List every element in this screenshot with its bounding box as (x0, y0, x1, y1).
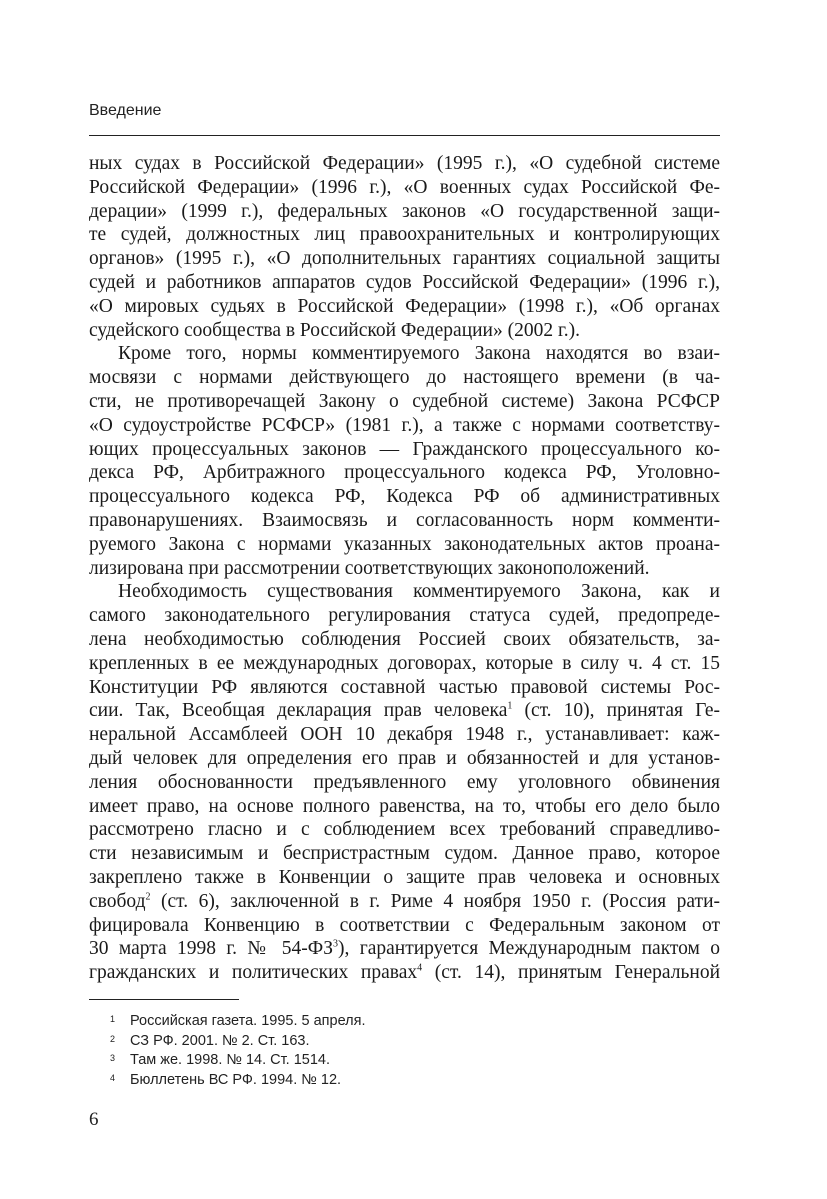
text-line: рассмотрено гласно и с соблюдением всех требований справедливо- (89, 819, 720, 841)
footnote-number: 2 (110, 1033, 116, 1044)
header-rule (89, 135, 720, 136)
text-line: лизирована при рассмотрении соответствующих законоположений. (89, 557, 650, 579)
running-title: Введение (89, 102, 162, 119)
footnote (110, 1051, 366, 1071)
text-line: лена необходимостью соблюдения Россией своих обязательств, за- (89, 628, 720, 650)
footnote (110, 1032, 366, 1052)
text-line: правонарушениях. Взаимосвязь и согласованность норм комменти- (89, 509, 720, 531)
text-line-with-footnote: сии. Так, Всеобщая декларация прав человека$^1$ (ст. 10), принятая Ге- (89, 700, 721, 722)
text-line: судей и работников аппаратов судов Российской Федерации» (1996 г.), (89, 271, 720, 293)
text-line: судейского сообщества в Российской Федерации» (2002 г.). (89, 319, 581, 341)
text-line: те судей, должностных лиц правоохранительных и контролирующих (89, 224, 720, 246)
text-line: самого законодательного регулирования статуса судей, предопреде- (89, 605, 720, 627)
text-line: мосвязи с нормами действующего до настоящего времени (в ча- (89, 367, 720, 389)
footnote-marker: 1 (507, 700, 513, 712)
footnote-rule (89, 999, 239, 1000)
footnote-marker: 2 (145, 891, 151, 903)
text-line: процессуального кодекса РФ, Кодекса РФ об административных (89, 486, 720, 508)
body-text (89, 152, 720, 985)
text-line: неральной Ассамблеей ООН 10 декабря 1948 г., устанавливает: каж- (89, 724, 720, 746)
text-line: «О мировых судьях в Российской Федерации» (1998 г.), «Об органах (89, 295, 720, 317)
text-line: декса РФ, Арбитражного процессуального кодекса РФ, Уголовно- (89, 462, 720, 484)
text-line: ления обоснованности предъявленного ему уголовного обвинения (89, 771, 720, 793)
footnote-number: 3 (110, 1053, 116, 1063)
text-line-with-footnote: свобод$^2$ (ст. 6), заключенной в г. Риме 4 ноября 1950 г. (Россия рати- (89, 890, 720, 912)
text-line: органов» (1995 г.), «О дополнительных гарантиях социальной защиты (89, 248, 720, 270)
paragraph-first-line: Кроме того, нормы комментируемого Закона находятся во взаи- (118, 343, 720, 365)
footnote (110, 1071, 366, 1091)
text-line: «О судоустройстве РСФСР» (1981 г.), а также с нормами соответству- (89, 414, 720, 436)
text-line: сти, не противоречащей Закону о судебной системе) Закона РСФСР (89, 390, 720, 412)
footnote-marker: 3 (332, 938, 338, 950)
text-line: дерации» (1999 г.), федеральных законов «О государственной защи- (89, 200, 720, 222)
footnotes (110, 1012, 366, 1090)
text-line: Конституции РФ являются составной частью правовой системы Рос- (89, 676, 720, 698)
text-line: сти независимым и беспристрастным судом. Данное право, которое (89, 843, 720, 865)
text-line: Российской Федерации» (1996 г.), «О военных судах Российской Фе- (89, 176, 720, 198)
text-line: закреплено также в Конвенции о защите прав человека и основных (89, 866, 720, 888)
text-line: руемого Закона с нормами указанных законодательных актов проана- (89, 533, 720, 555)
footnote-number: 1 (110, 1014, 116, 1024)
page-number: 6 (89, 1109, 99, 1130)
footnote-text: Российская газета. 1995. 5 апреля. (130, 1013, 366, 1029)
text-line-with-footnote: гражданских и политических правах$^4$ (ст. 14), принятым Генеральной (89, 962, 720, 984)
footnote-text: Бюллетень ВС РФ. 1994. № 12. (130, 1071, 342, 1088)
text-line: имеет право, на основе полного равенства, на то, чтобы его дело было (89, 795, 720, 817)
footnote (110, 1012, 366, 1032)
footnote-text: Там же. 1998. № 14. Ст. 1514. (130, 1052, 331, 1068)
text-line: ных судах в Российской Федерации» (1995 г.), «О судебной системе (89, 153, 720, 174)
footnote-text: СЗ РФ. 2001. № 2. Ст. 163. (130, 1032, 310, 1049)
text-line: ющих процессуальных законов — Гражданского процессуального ко- (89, 438, 720, 460)
paragraph-first-line: Необходимость существования комментируемого Закона, как и (118, 581, 720, 603)
text-line: дый человек для определения его прав и обязанностей и для установ- (89, 747, 720, 769)
text-line-with-footnote: 30 марта 1998 г. № $54-ФЗ^3$), гарантируется Международным пактом о (89, 938, 721, 960)
footnote-number: 4 (110, 1072, 116, 1083)
text-line: фицировала Конвенцию в соответствии с Федеральным законом от (89, 914, 720, 936)
footnote-marker: 4 (417, 962, 423, 974)
text-line: крепленных в ее международных договорах, которые в силу ч. 4 ст. 15 (89, 652, 720, 674)
